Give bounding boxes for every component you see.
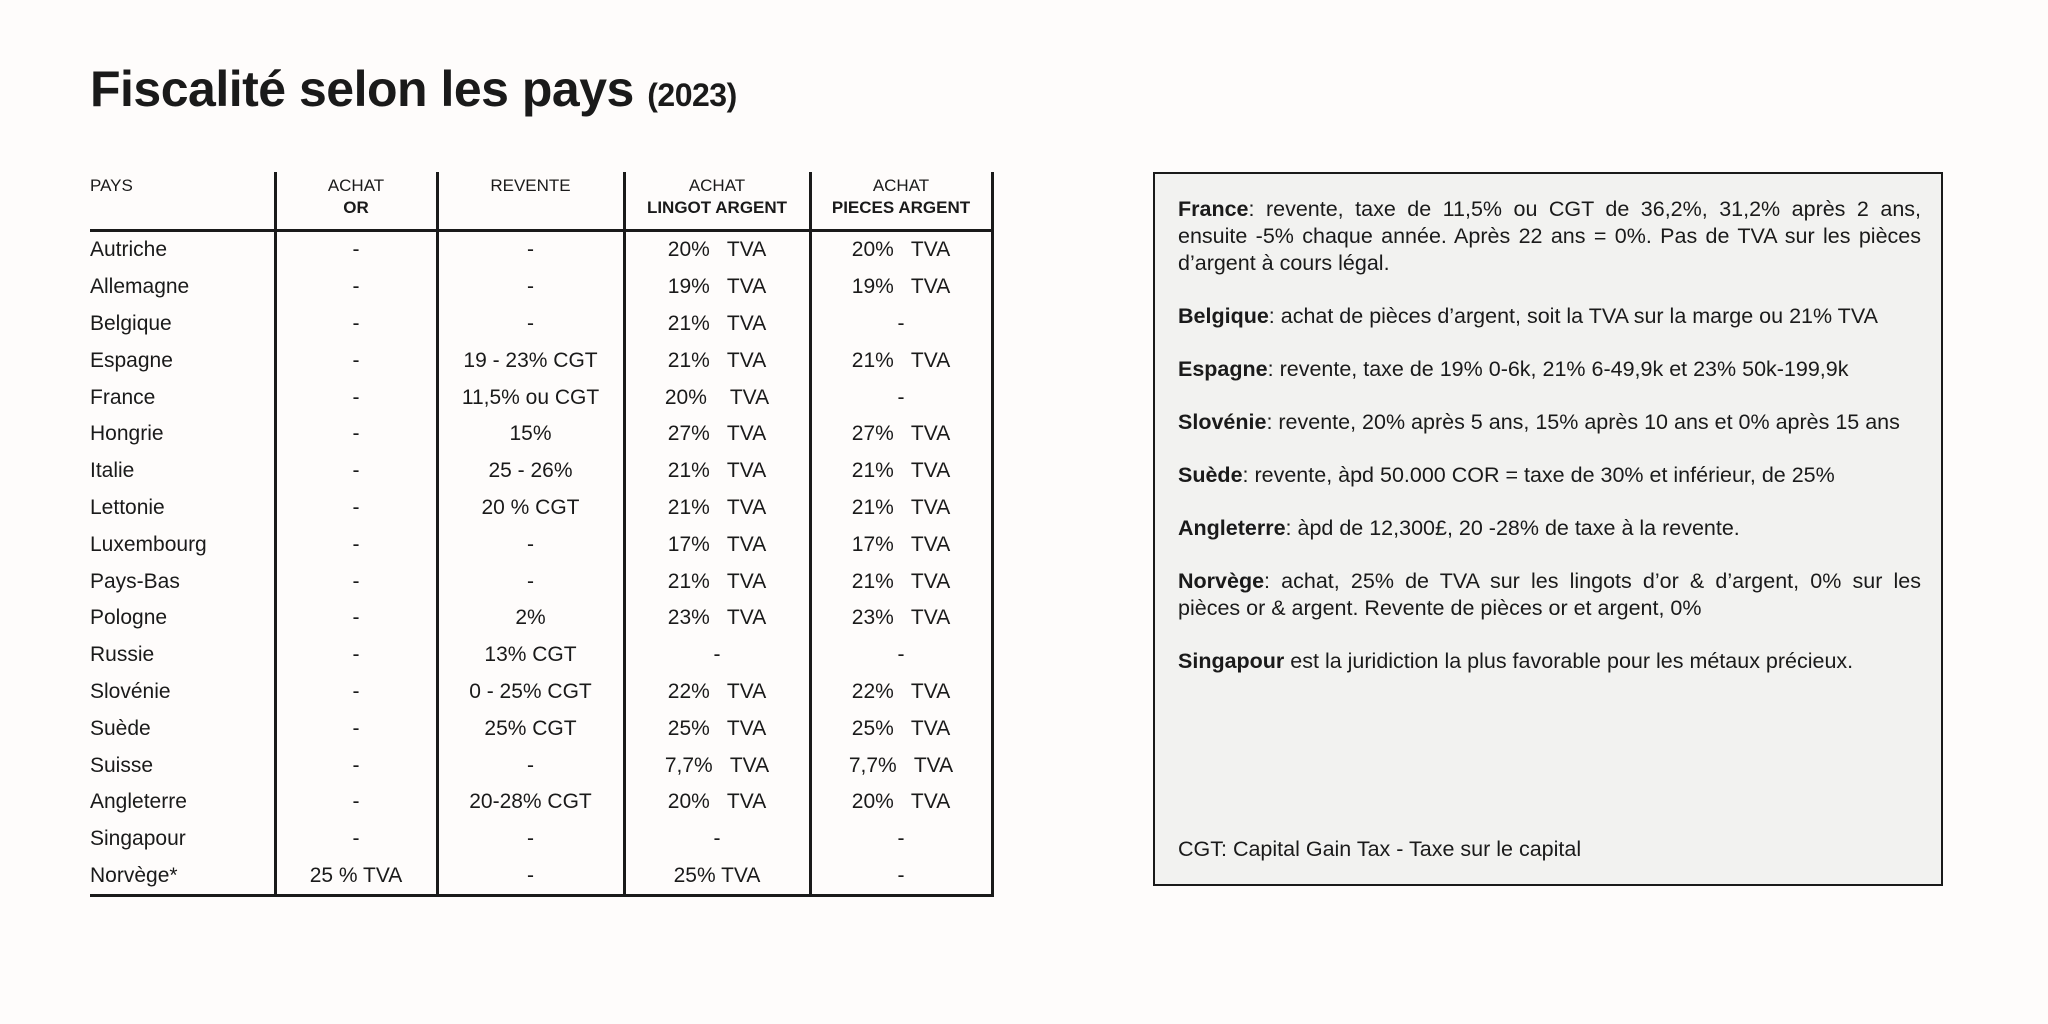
resale-cell: 15% [437,416,624,453]
silver-coins-cell: 19% TVA [810,269,992,306]
silver-coins-cell: 21% TVA [810,490,992,527]
gold-cell: - [275,710,437,747]
note-paragraph [1178,409,1921,436]
table-row [90,710,992,747]
gold-cell: - [275,674,437,711]
country-cell: Pologne [90,600,275,637]
silver-coins-cell: 21% TVA [810,342,992,379]
silver-bar-cell: 20% TVA [624,231,810,269]
silver-bar-cell: 20% TVA [624,379,810,416]
silver-coins-cell: 21% TVA [810,563,992,600]
resale-cell: 11,5% ou CGT [437,379,624,416]
page-title-year: (2023) [647,77,737,113]
table-row [90,747,992,784]
note-paragraph [1178,303,1921,330]
resale-cell: - [437,231,624,269]
country-cell: Angleterre [90,784,275,821]
gold-cell: - [275,637,437,674]
note-paragraph [1178,515,1921,542]
country-cell: Belgique [90,306,275,343]
table-row [90,784,992,821]
resale-cell: 0 - 25% CGT [437,674,624,711]
note-paragraph [1178,196,1921,277]
table-row [90,526,992,563]
gold-cell: - [275,821,437,858]
country-cell: Russie [90,637,275,674]
silver-bar-cell: 7,7% TVA [624,747,810,784]
silver-bar-cell: 19% TVA [624,269,810,306]
table-row [90,306,992,343]
cgt-note: CGT: Capital Gain Tax - Taxe sur le capital [1178,837,1582,861]
note-text: : revente, taxe de 19% 0-6k, 21% 6-49,9k et 23% 50k-199,9k [1267,357,1849,381]
table-row [90,821,992,858]
resale-cell: - [437,747,624,784]
silver-bar-cell: 17% TVA [624,526,810,563]
note-paragraph [1178,462,1921,489]
resale-cell: 2% [437,600,624,637]
resale-cell: - [437,306,624,343]
silver-coins-cell: - [810,637,992,674]
table-row [90,563,992,600]
note-paragraph [1178,356,1921,383]
page-title-main: Fiscalité selon les pays [90,61,634,117]
note-paragraph [1178,648,1921,675]
silver-bar-cell: 23% TVA [624,600,810,637]
note-country: Belgique [1178,304,1269,328]
note-text: : achat, 25% de TVA sur les lingots d’or & d’argent, 0% sur les pièces or & argent. Revente de pièces or et argent, 0% [1178,569,1921,620]
resale-cell: 19 - 23% CGT [437,342,624,379]
country-cell: Singapour [90,821,275,858]
note-country: Espagne [1178,357,1268,381]
note-paragraph [1178,568,1921,622]
country-cell: Suisse [90,747,275,784]
country-cell: Suède [90,710,275,747]
gold-cell: 25 % TVA [275,858,437,896]
gold-cell: - [275,379,437,416]
gold-cell: - [275,231,437,269]
note-country: Norvège [1178,569,1265,593]
table-row [90,231,992,269]
notes-panel [1153,172,1943,886]
resale-cell: 25 - 26% [437,453,624,490]
silver-coins-cell: 17% TVA [810,526,992,563]
country-cell: France [90,379,275,416]
note-country: France [1178,197,1249,221]
gold-cell: - [275,490,437,527]
header-silver-coins: ACHAT PIECES ARGENT [810,172,992,231]
gold-cell: - [275,453,437,490]
silver-coins-cell: 27% TVA [810,416,992,453]
table-row [90,342,992,379]
silver-bar-cell: - [624,821,810,858]
country-cell: Autriche [90,231,275,269]
silver-bar-cell: 27% TVA [624,416,810,453]
country-cell: Luxembourg [90,526,275,563]
silver-bar-cell: 21% TVA [624,342,810,379]
note-text: est la juridiction la plus favorable pour les métaux précieux. [1284,649,1854,673]
gold-cell: - [275,526,437,563]
country-cell: Lettonie [90,490,275,527]
country-cell: Espagne [90,342,275,379]
note-country: Slovénie [1178,410,1267,434]
silver-coins-cell: 21% TVA [810,453,992,490]
silver-bar-cell: 25% TVA [624,858,810,896]
country-cell: Slovénie [90,674,275,711]
table-header-row [90,172,992,231]
table-row [90,490,992,527]
table-row [90,858,992,896]
gold-cell: - [275,269,437,306]
resale-cell: - [437,858,624,896]
silver-bar-cell: 25% TVA [624,710,810,747]
notes-list [1178,196,1921,675]
country-cell: Allemagne [90,269,275,306]
gold-cell: - [275,784,437,821]
silver-bar-cell: 21% TVA [624,563,810,600]
header-resale: REVENTE [437,172,624,231]
country-cell: Pays-Bas [90,563,275,600]
resale-cell: 20 % CGT [437,490,624,527]
silver-bar-cell: 21% TVA [624,306,810,343]
silver-coins-cell: 20% TVA [810,231,992,269]
note-text: : revente, 20% après 5 ans, 15% après 10 ans et 0% après 15 ans [1266,410,1900,434]
silver-bar-cell: - [624,637,810,674]
note-country: Angleterre [1178,516,1286,540]
page-title [90,60,737,118]
table-row [90,269,992,306]
note-text: : revente, taxe de 11,5% ou CGT de 36,2%, 31,2% après 2 ans, ensuite -5% chaque année. Après 22 ans = 0%. Pas de TVA sur les pièces d’argent à cours légal. [1178,197,1921,275]
country-cell: Italie [90,453,275,490]
note-text: : achat de pièces d’argent, soit la TVA sur la marge ou 21% TVA [1268,304,1878,328]
resale-cell: - [437,269,624,306]
table-row [90,416,992,453]
silver-bar-cell: 22% TVA [624,674,810,711]
gold-cell: - [275,600,437,637]
note-country: Suède [1178,463,1243,487]
silver-coins-cell: 20% TVA [810,784,992,821]
note-text: : àpd de 12,300£, 20 -28% de taxe à la revente. [1285,516,1740,540]
silver-coins-cell: - [810,379,992,416]
gold-cell: - [275,747,437,784]
silver-coins-cell: 7,7% TVA [810,747,992,784]
silver-coins-cell: 25% TVA [810,710,992,747]
table-row [90,637,992,674]
resale-cell: - [437,526,624,563]
table-row [90,600,992,637]
table-row [90,674,992,711]
resale-cell: 25% CGT [437,710,624,747]
gold-cell: - [275,306,437,343]
note-text: : revente, àpd 50.000 COR = taxe de 30% et inférieur, de 25% [1242,463,1835,487]
silver-coins-cell: 23% TVA [810,600,992,637]
header-gold: ACHAT OR [275,172,437,231]
silver-coins-cell: - [810,858,992,896]
silver-coins-cell: - [810,821,992,858]
gold-cell: - [275,416,437,453]
tax-table [90,172,994,897]
country-cell: Hongrie [90,416,275,453]
resale-cell: - [437,563,624,600]
header-silver-bar: ACHAT LINGOT ARGENT [624,172,810,231]
gold-cell: - [275,342,437,379]
resale-cell: 20-28% CGT [437,784,624,821]
header-country: PAYS [90,172,275,231]
country-cell: Norvège* [90,858,275,896]
resale-cell: 13% CGT [437,637,624,674]
table-row [90,453,992,490]
silver-bar-cell: 20% TVA [624,784,810,821]
note-country: Singapour [1178,649,1285,673]
resale-cell: - [437,821,624,858]
gold-cell: - [275,563,437,600]
table-row [90,379,992,416]
silver-coins-cell: - [810,306,992,343]
silver-coins-cell: 22% TVA [810,674,992,711]
silver-bar-cell: 21% TVA [624,490,810,527]
silver-bar-cell: 21% TVA [624,453,810,490]
